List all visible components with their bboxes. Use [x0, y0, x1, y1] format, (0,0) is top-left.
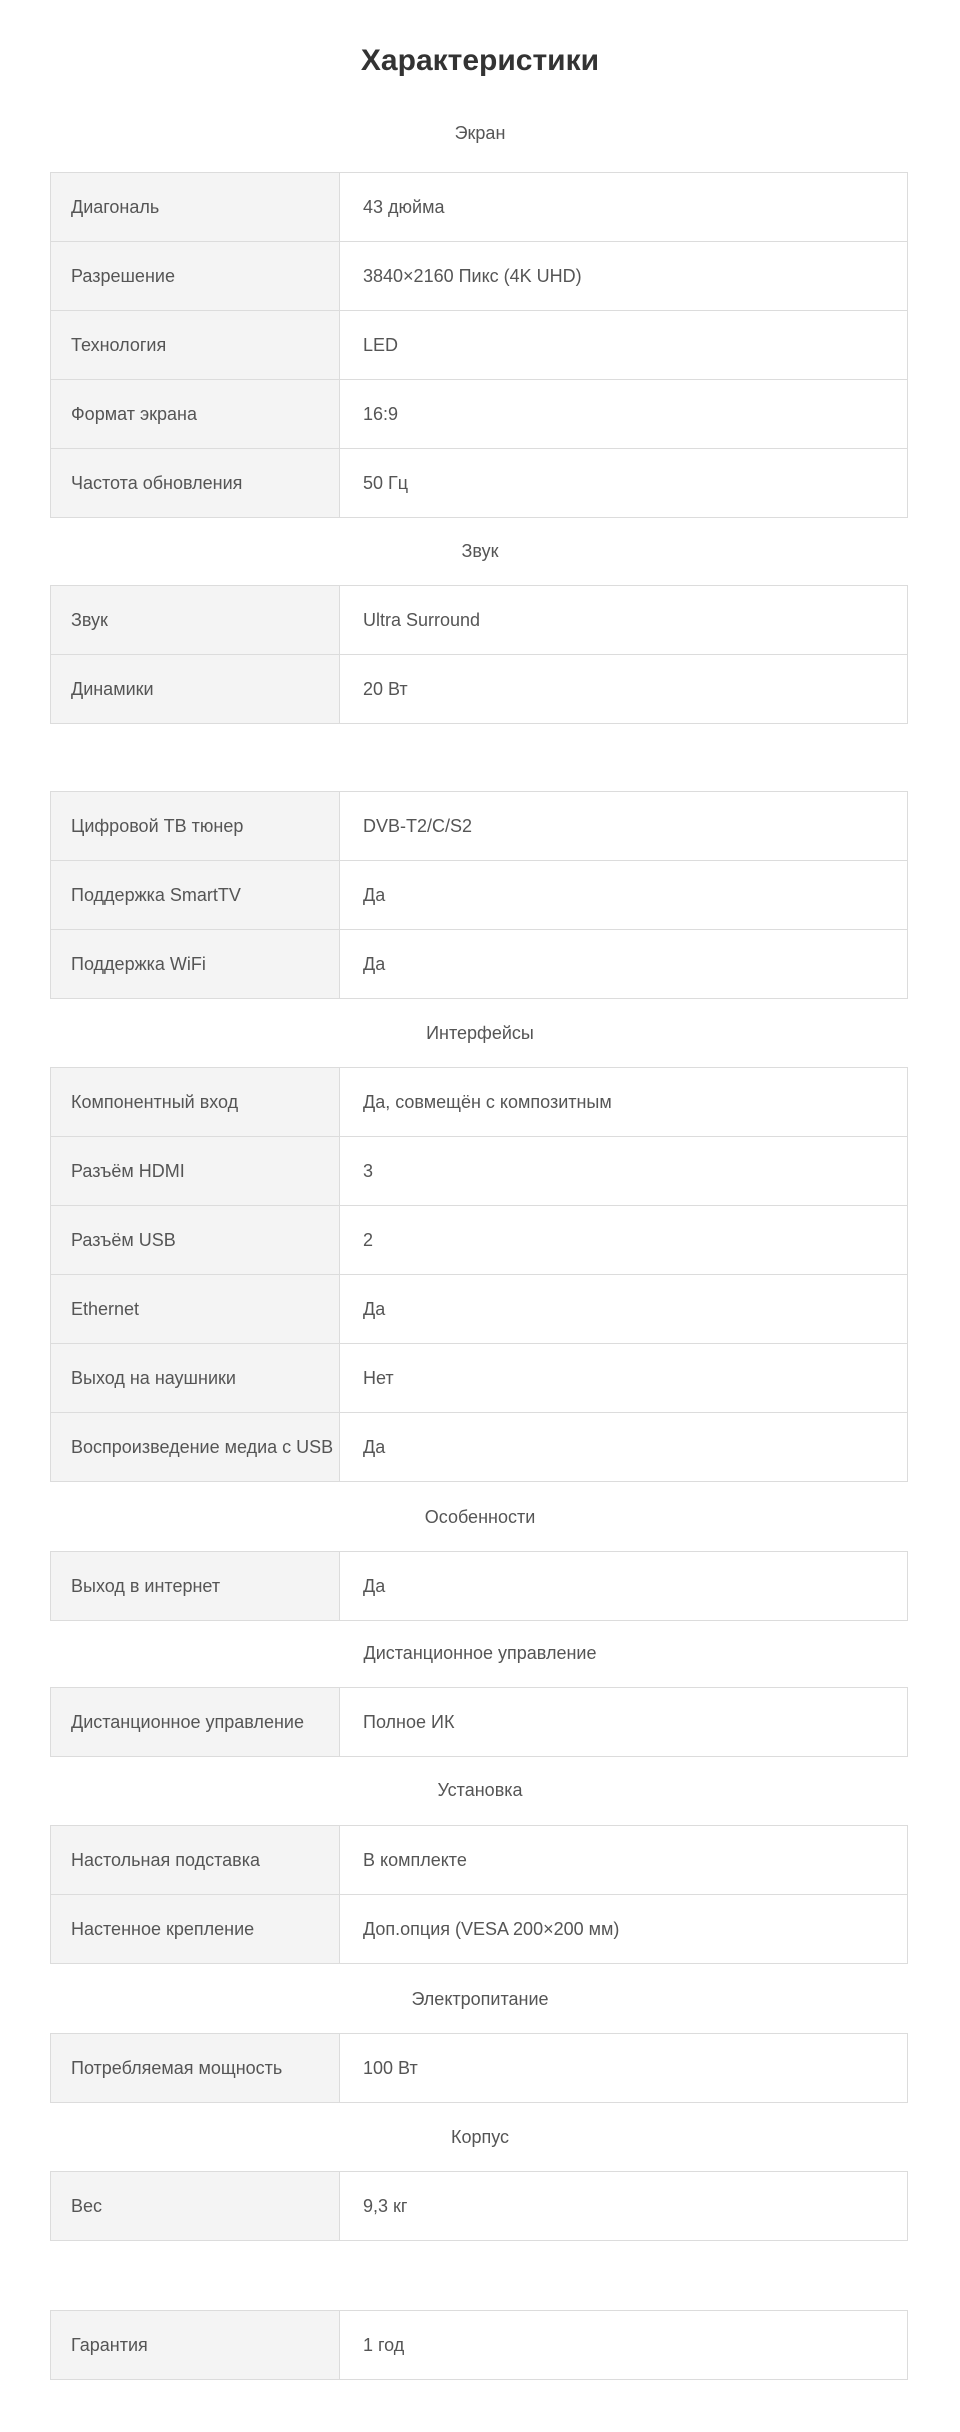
spec-label: Разрешение [51, 242, 340, 310]
table-row [51, 860, 907, 929]
spec-value: Полное ИК [363, 1711, 455, 1732]
spec-value: 9,3 кг [363, 2195, 408, 2216]
spec-value: Ultra Surround [363, 609, 481, 630]
table-row [51, 792, 907, 860]
spec-value: Да [363, 1298, 386, 1319]
spec-table-features [50, 1551, 908, 1621]
spec-label: Выход в интернет [51, 1552, 340, 1620]
group-title-features: Особенности [424, 1507, 536, 1527]
table-row [51, 1412, 907, 1481]
table-row [51, 1688, 907, 1756]
table-row [51, 379, 907, 448]
group-title-interfaces: Интерфейсы [426, 1023, 534, 1043]
spec-label: Потребляемая мощность [51, 2034, 340, 2102]
spec-value: 50 Гц [363, 472, 409, 493]
spec-value: 100 Вт [363, 2057, 418, 2078]
group-title-screen: Экран [454, 123, 506, 143]
table-row [51, 2311, 907, 2379]
table-row [51, 1826, 907, 1894]
table-row [51, 1894, 907, 1963]
spec-value: Да [363, 953, 386, 974]
table-row [51, 586, 907, 654]
spec-label: Дистанционное управление [51, 1688, 340, 1756]
table-row [51, 1068, 907, 1136]
table-row [51, 1205, 907, 1274]
spec-label: Выход на наушники [51, 1344, 340, 1412]
spec-value: DVB-T2/C/S2 [363, 815, 473, 836]
spec-label: Разъём HDMI [51, 1137, 340, 1205]
table-row [51, 1274, 907, 1343]
spec-table-body [50, 2171, 908, 2241]
spec-label: Цифровой ТВ тюнер [51, 792, 340, 860]
table-row [51, 241, 907, 310]
table-row [51, 1552, 907, 1620]
spec-table-remote-control [50, 1687, 908, 1757]
spec-value: 1 год [363, 2334, 405, 2355]
page-title: Характеристики [360, 44, 600, 77]
table-row [51, 310, 907, 379]
spec-label: Поддержка WiFi [51, 930, 340, 998]
group-title-sound: Звук [461, 541, 499, 561]
spec-value: Доп.опция (VESA 200×200 мм) [363, 1918, 620, 1939]
group-title-remote-control: Дистанционное управление [363, 1643, 597, 1663]
spec-value: 43 дюйма [363, 196, 445, 217]
spec-label: Поддержка SmartTV [51, 861, 340, 929]
spec-table-warranty [50, 2310, 908, 2380]
table-row [51, 1343, 907, 1412]
group-title-power: Электропитание [411, 1989, 549, 2009]
spec-label: Ethernet [51, 1275, 340, 1343]
spec-table-sound [50, 585, 908, 724]
table-row [51, 448, 907, 517]
group-title-body: Корпус [450, 2127, 510, 2147]
spec-label: Вес [51, 2172, 340, 2240]
spec-label: Технология [51, 311, 340, 379]
spec-label: Диагональ [51, 173, 340, 241]
table-row [51, 2172, 907, 2240]
spec-label: Формат экрана [51, 380, 340, 448]
spec-value: Нет [363, 1367, 394, 1388]
spec-value: 20 Вт [363, 678, 408, 699]
spec-table-tv [50, 791, 908, 999]
spec-value: Да, совмещён с композитным [363, 1091, 612, 1112]
table-row [51, 2034, 907, 2102]
spec-table-screen [50, 172, 908, 518]
spec-table-power [50, 2033, 908, 2103]
spec-value: В комплекте [363, 1849, 467, 1870]
spec-value: LED [363, 334, 399, 355]
spec-table-installation [50, 1825, 908, 1964]
spec-value: 16:9 [363, 403, 399, 424]
spec-label: Звук [51, 586, 340, 654]
spec-label: Частота обновления [51, 449, 340, 517]
spec-value: 2 [363, 1229, 374, 1250]
spec-label: Воспроизведение медиа с USB [51, 1413, 340, 1481]
table-row [51, 929, 907, 998]
spec-label: Разъём USB [51, 1206, 340, 1274]
group-title-installation: Установка [437, 1780, 523, 1800]
spec-label: Динамики [51, 655, 340, 723]
spec-label: Настольная подставка [51, 1826, 340, 1894]
spec-value: 3840×2160 Пикс (4K UHD) [363, 265, 582, 286]
spec-label: Настенное крепление [51, 1895, 340, 1963]
spec-value: Да [363, 1575, 386, 1596]
spec-label: Компонентный вход [51, 1068, 340, 1136]
spec-value: Да [363, 1436, 386, 1457]
spec-value: Да [363, 884, 386, 905]
spec-table-interfaces [50, 1067, 908, 1482]
table-row [51, 654, 907, 723]
spec-value: 3 [363, 1160, 374, 1181]
table-row [51, 173, 907, 241]
table-row [51, 1136, 907, 1205]
spec-label: Гарантия [51, 2311, 340, 2379]
